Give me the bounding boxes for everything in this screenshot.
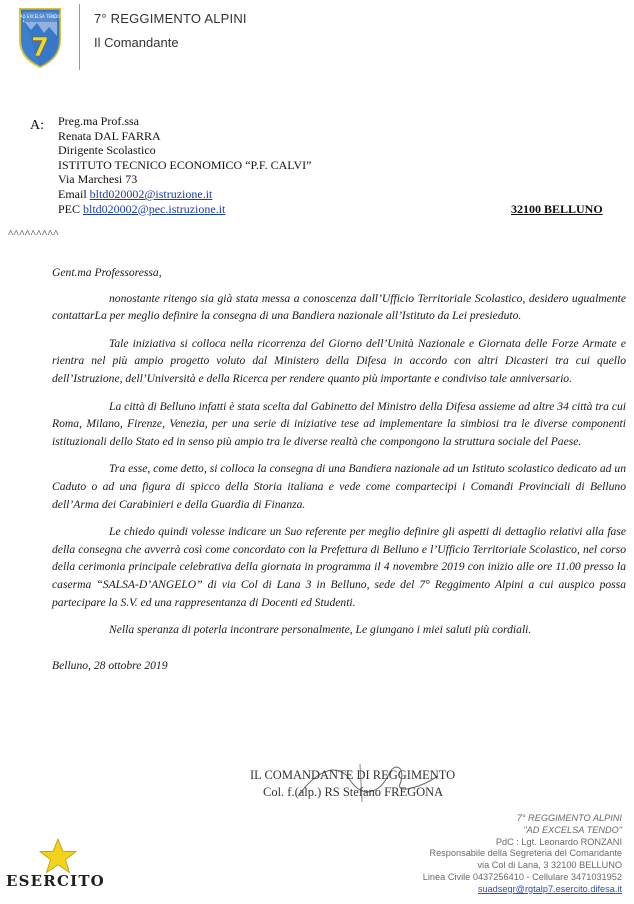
recipient-line: Dirigente Scolastico	[58, 143, 156, 158]
footer-email-link[interactable]: suadsegr@rgtalp7.esercito.difesa.it	[477, 883, 622, 894]
footer-motto: "AD EXCELSA TENDO"	[523, 824, 622, 835]
recipient-line: Renata DAL FARRA	[58, 128, 161, 143]
recipient-line: ISTITUTO TECNICO ECONOMICO “P.F. CALVI”	[58, 157, 312, 172]
regiment-crest-logo	[17, 6, 63, 70]
crest-motto: AD EXCELSA TENDO	[19, 14, 61, 19]
email-link[interactable]: bltd020002@istruzione.it	[89, 186, 213, 201]
body-paragraph: Tale iniziativa si colloca nella ricorrenza del Giorno dell’Unità Nazionale e Giornata delle Forze Armate e rientra nel più ampio progetto voluto dal Ministero della Difesa in accordo con altri Dicasteri tra cui quello dell’Istruzione, dell’Università e della Ricerca per rendere quanto più importante e condiviso tale anniversario.	[52, 336, 626, 385]
header-divider	[79, 4, 80, 70]
pec-link[interactable]: bltd020002@pec.istruzione.it	[83, 201, 226, 216]
closing-line: Nella speranza di poterla incontrare personalmente, Le giungano i miei saluti più cordiali.	[109, 623, 532, 637]
recipient-email-row	[58, 187, 312, 202]
crest-number: 7	[30, 33, 50, 63]
email-label: Email	[58, 186, 87, 201]
body-paragraph: nonostante ritengo sia già stata messa a conoscenza dall’Ufficio Territoriale Scolastico, desidero ugualmente contattarLa per meglio definire la consegna di una Bandiera nazionale all’Istituto da Lei presieduto.	[52, 291, 626, 323]
letter-body	[52, 264, 626, 674]
recipient-line: Preg.ma Prof.ssa	[58, 114, 139, 128]
letterhead-title: 7° REGGIMENTO ALPINI	[94, 11, 247, 26]
footer-phones: Linea Civile 0437256410 - Cellulare 3471031952	[422, 871, 622, 882]
letterhead-subtitle: Il Comandante	[94, 35, 179, 50]
star-icon	[38, 838, 78, 874]
separator-carets: ^^^^^^^^^	[8, 228, 59, 240]
footer-unit: 7° REGGIMENTO ALPINI	[516, 813, 622, 823]
footer-address: via Col di Lana, 3 32100 BELLUNO	[477, 860, 622, 871]
recipient-line: Via Marchesi 73	[58, 172, 138, 187]
body-paragraph: Le chiedo quindi volesse indicare un Suo referente per meglio definire gli aspetti di dettaglio relativi alla fase della consegna che avverrà così come concordato con la Prefettura di Belluno e l’Ufficio Territoriale Scolastico, nel corso della cerimonia principale celebrativa della giornata in programma il 4 novembre 2019 con inizio alle ore 11.00 presso la caserma “SALSA-D’ANGELO” di via Col di Lana 3 in Belluno, sede del 7° Reggimento Alpini a cui auspico possa partecipare la S.V. ed una rappresentanza di Docenti ed Studenti.	[52, 525, 626, 609]
letter-date: Belluno, 28 ottobre 2019	[52, 658, 168, 672]
footer-role: Responsabile della Segreteria del Comandante	[429, 848, 622, 859]
footer-poc: PdC : Lgt. Leonardo RONZANI	[495, 836, 622, 847]
sender-contact-block	[292, 813, 622, 896]
recipient-label: A:	[30, 118, 44, 133]
salutation: Gent.ma Professoressa,	[52, 266, 162, 279]
esercito-logo-text: ESERCITO	[6, 872, 105, 890]
recipient-address	[58, 114, 312, 216]
body-paragraph: La città di Belluno infatti è stata scelta dal Gabinetto del Ministro della Difesa assieme ad altre 34 città tra cui Roma, Milano, Firenze, Venezia, per una serie di iniziative tese ad implementare la simbiosi tra le diverse componenti istituzionali dello Stato ed in senso più ampio tra le diverse realtà che compongono la struttura sociale del Paese.	[52, 399, 626, 448]
signature-title: IL COMANDANTE DI REGGIMENTO	[250, 768, 456, 782]
body-paragraph: Tra esse, come detto, si colloca la consegna di una Bandiera nazionale ad un Istituto scolastico dedicato ad un Caduto o ad una figura di spicco della Storia italiana e vede come compartecipi i Comandi Provinciali di Belluno dell’Arma dei Carabinieri e della Guardia di Finanza.	[52, 462, 626, 511]
pec-label: PEC	[58, 201, 81, 216]
recipient-pec-row	[58, 202, 312, 217]
recipient-city: 32100 BELLUNO	[511, 202, 603, 216]
signature-name: Col. f.(alp.) RS Stefano FREGONA	[263, 785, 444, 799]
